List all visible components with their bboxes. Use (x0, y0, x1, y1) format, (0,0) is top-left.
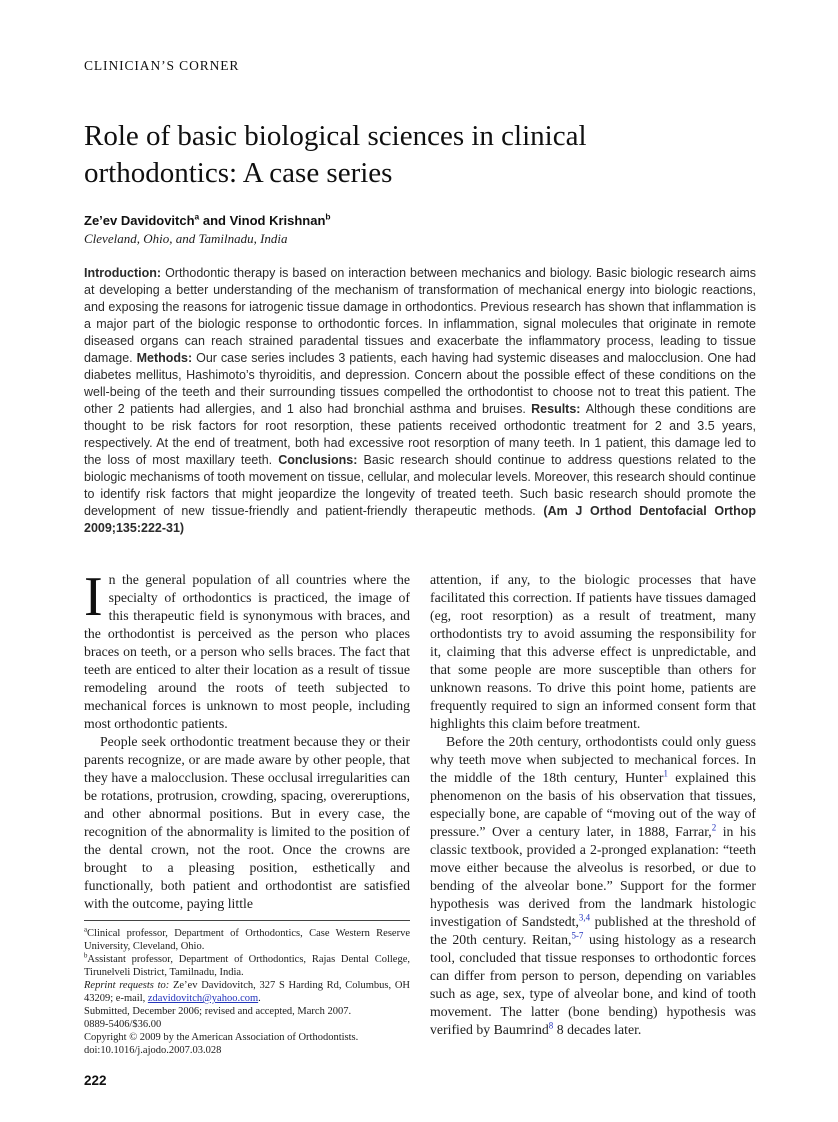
paragraph (430, 733, 756, 1039)
text-segment: 8 decades later. (553, 1022, 642, 1037)
text-segment: (Am J Orthod Dentofacial Orthop 2009;135:222-31) (84, 504, 756, 535)
page-number: 222 (84, 1073, 107, 1088)
paragraph (84, 1031, 410, 1044)
text-segment: Orthodontic therapy is based on interaction between mechanics and biology. Basic biologic research aims at developing a better understanding of the mechanism of transformation of mechanical energy into biologic reactions, and exposing the reasons for iatrogenic tissue damage in orthodontics. Previous research has shown that inflammation is a major part of the biologic response to orthodontic forces. In inflammation, signal molecules that originate in remote diseased organs can reach strained paradental tissues and exacerbate the inflammatory process, leading to tissue damage. (84, 266, 756, 365)
email-link[interactable]: zdavidovitch@yahoo.com (147, 993, 259, 1004)
text-segment: Clinical professor, Department of Orthodontics, Case Western Reserve University, Cleveland, Ohio. (84, 928, 410, 952)
reference-link[interactable]: 8 (548, 1020, 554, 1031)
text-segment: and Vinod Krishnan (199, 213, 326, 228)
text-segment: explained this phenomenon on the basis of his observation that tissues, especially bone, are capable of “moving out of the way of pressure.” Over a century later, in 1888, Farrar, (430, 770, 756, 839)
footnote-divider (84, 920, 410, 921)
text-segment: Copyright © 2009 by the American Association of Orthodontists. (84, 1032, 359, 1043)
paragraph (84, 1044, 410, 1057)
text-segment: 0889-5406/$36.00 (84, 1019, 162, 1030)
author-line (84, 213, 756, 228)
text-segment: Reprint requests to: (84, 980, 173, 991)
text-segment: Results: (531, 402, 586, 416)
dropcap: I (84, 566, 103, 628)
text-segment: Before the 20th century, orthodontists could only guess why teeth move when subjected to mechanical forces. In the middle of the 18th century, Hunter (430, 734, 756, 785)
paragraph (84, 927, 410, 953)
paragraph (84, 566, 410, 733)
right-column-text (430, 571, 756, 1039)
text-segment: Submitted, December 2006; revised and accepted, March 2007. (84, 1006, 352, 1017)
paragraph (430, 571, 756, 733)
abstract (84, 265, 756, 537)
text-segment: Ze’ev Davidovitch (84, 213, 195, 228)
text-segment: attention, if any, to the biologic processes that have facilitated this correction. If patients have tissues damaged (eg, root resorption) as a result of treatment, many orthodontists try to avoid assuming the responsibility for it, claiming that this adverse effect is unpredictable, and that some people are more susceptible than others for unknown reasons. To drive this point home, patients are frequently required to sign an informed consent form that highlights this claim before treatment. (430, 572, 756, 731)
paragraph (84, 979, 410, 1005)
body-columns (84, 566, 757, 1057)
superscript: a (194, 211, 200, 222)
text-segment: People seek orthodontic treatment because they or their parents recognize, or are made aware by other people, that they have a malocclusion. These occlusal irregularities can be rotations, protrusion, crowding, spacing, overeruptions, and other abnormal positions. But in every case, the recognition of the abnormality is limited to the position of the dental crown, not the root. Once the crowns are brought to a pleasing position, esthetically and functionally, both patient and orthodontist are satisfied with the outcome, paying little (84, 734, 410, 911)
superscript: a (84, 926, 88, 934)
right-column (430, 571, 756, 1057)
text-segment: in his classic textbook, provided a 2-pronged explanation: “teeth move either because the alveolus is resorbed, or due to bending of the alveolar bone.” Support for the former hypothesis was derived from the landmark histologic investigation of Sandstedt, (430, 824, 757, 929)
paragraph (84, 953, 410, 979)
footnote-block (84, 915, 410, 1057)
superscript: b (325, 211, 331, 222)
paragraph (84, 1018, 410, 1031)
text-segment: Basic research should continue to address questions related to the biologic mechanisms of tooth movement on tissue, cellular, and molecular levels. Moreover, this research should continue to identify risk factors that might jeopardize the longevity of treated teeth. Such basic research should promote the development of new tissue-friendly and patient-friendly therapeutic methods. (84, 453, 756, 518)
left-column (84, 566, 410, 1057)
text-segment: Assistant professor, Department of Orthodontics, Rajas Dental College, Tirunelveli District, Tamilnadu, India. (84, 954, 410, 978)
reference-link[interactable]: 2 (711, 822, 717, 833)
text-segment: doi:10.1016/j.ajodo.2007.03.028 (84, 1045, 222, 1056)
superscript: b (84, 952, 88, 960)
text-segment: Our case series includes 3 patients, each having had systemic diseases and malocclusion. One had diabetes mellitus, Hashimoto’s thyroiditis, and depression. Concern about the possible effect of these conditions on the well-being of the teeth and their surrounding tissues compelled the orthodontist to choose not to treat this patient. The other 2 patients had allergies, and 1 also had bronchial asthma and bruises. (84, 351, 756, 416)
reference-link[interactable]: 1 (663, 768, 669, 779)
paragraph (84, 733, 410, 913)
article-title: Role of basic biological sciences in clinical orthodontics: A case series (84, 120, 587, 189)
text-segment: published at the threshold of the 20th century. Reitan, (430, 914, 756, 947)
paragraph (84, 1005, 410, 1018)
text-segment: Although these conditions are thought to be risk factors for root resorption, these patients received orthodontic treatment for 2 and 3.5 years, respectively. At the end of treatment, both had excessive root resorption of many teeth. In 1 patient, this damage led to the loss of most maxillary teeth. (84, 402, 757, 467)
section-header: CLINICIAN’S CORNER (84, 58, 240, 73)
text-segment: Methods: (136, 351, 197, 365)
reference-link[interactable]: 5-7 (571, 930, 584, 941)
affiliation: Cleveland, Ohio, and Tamilnadu, India (84, 231, 288, 246)
reference-link[interactable]: 3,4 (578, 912, 591, 923)
text-segment: n the general population of all countries where the specialty of orthodontics is practiced, the image of this therapeutic field is synonymous with braces, and the orthodontist is perceived as the person who places braces on teeth, or a person who sells braces. The fact that teeth are enticed to alter their location as a result of tissue remodeling around the roots of teeth subjected to mechanical forces is unknown to most people, including most orthodontic patients. (84, 572, 410, 731)
footnote-text (84, 927, 410, 1057)
text-segment: Conclusions: (278, 453, 364, 467)
text-segment: Introduction: (84, 266, 166, 280)
text-segment: using histology as a research tool, concluded that tissue responses to orthodontic forces can differ from person to person, depending on variables such as age, sex, type of alveolar bone, and kind of tooth movement. The latter (bone bending) hypothesis was verified by Baumrind (430, 932, 756, 1037)
text-segment: . (258, 993, 261, 1004)
text-segment: Ze’ev Davidovitch, 327 S Harding Rd, Columbus, OH 43209; e-mail, (84, 980, 410, 1004)
left-column-text (84, 566, 410, 913)
